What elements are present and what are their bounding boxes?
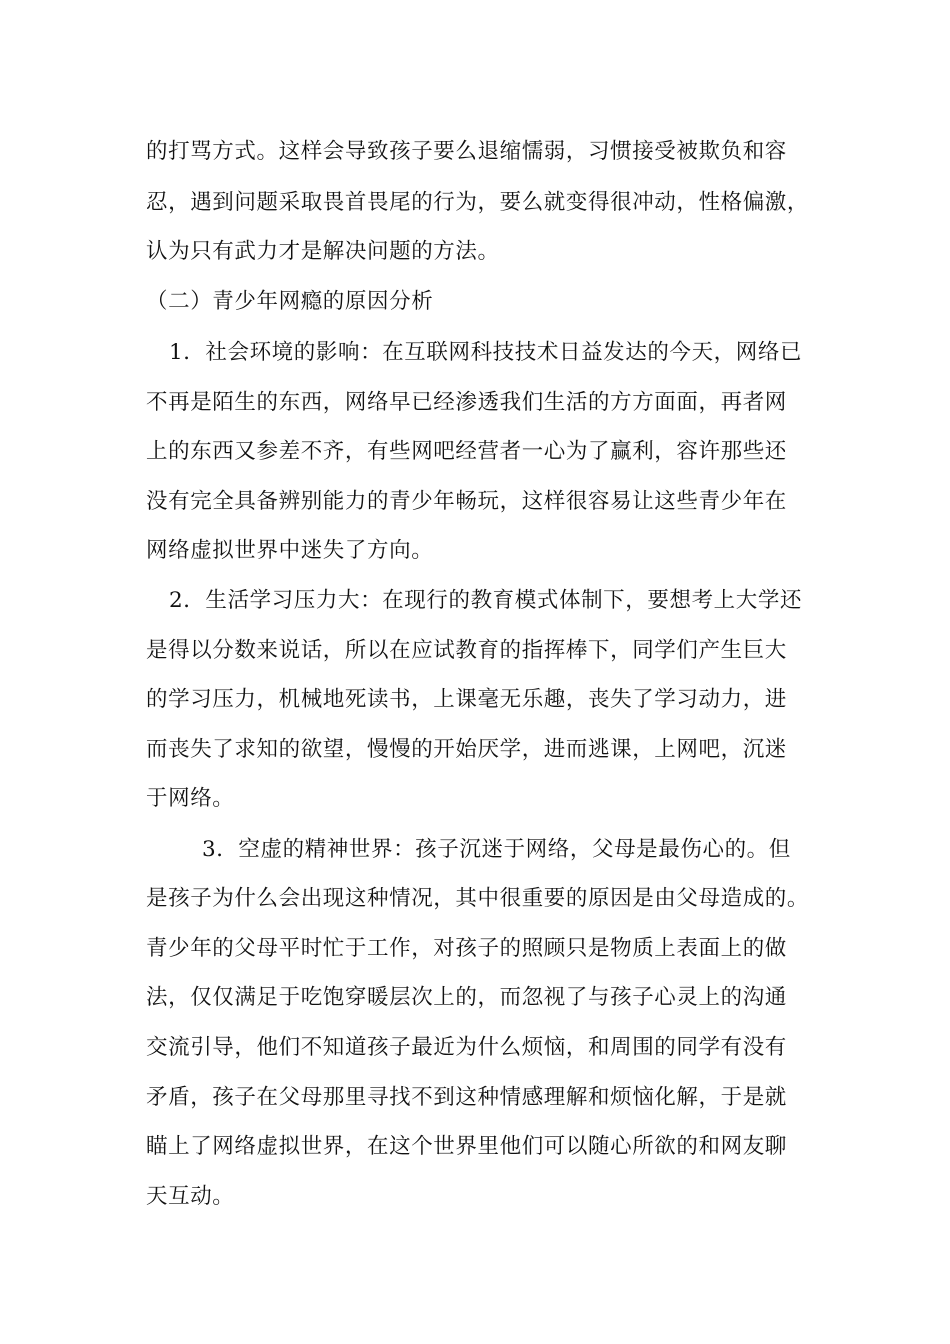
paragraph-line: 忍，遇到问题采取畏首畏尾的行为，要么就变得很冲动，性格偏激， <box>146 190 810 215</box>
paragraph-line: 是孩子为什么会出现这种情况，其中很重要的原因是由父母造成的。 <box>146 886 810 911</box>
paragraph-line: 而丧失了求知的欲望，慢慢的开始厌学，进而逃课，上网吧，沉迷 <box>146 737 787 762</box>
paragraph-line: 天互动。 <box>146 1184 235 1209</box>
paragraph-line: 于网络。 <box>146 786 235 811</box>
paragraph-line: 2．生活学习压力大：在现行的教育模式体制下，要想考上大学还 <box>169 588 803 613</box>
paragraph-line: 交流引导，他们不知道孩子最近为什么烦恼，和周围的同学有没有 <box>146 1035 787 1060</box>
paragraph-line: 的打骂方式。这样会导致孩子要么退缩懦弱，习惯接受被欺负和容 <box>146 139 787 164</box>
paragraph-line: 没有完全具备辨别能力的青少年畅玩，这样很容易让这些青少年在 <box>146 489 787 514</box>
paragraph-line: 不再是陌生的东西，网络早已经渗透我们生活的方方面面，再者网 <box>146 390 787 415</box>
paragraph-line: 认为只有武力才是解决问题的方法。 <box>146 239 500 264</box>
paragraph-line: 是得以分数来说话，所以在应试教育的指挥棒下，同学们产生巨大 <box>146 638 787 663</box>
paragraph-line: 上的东西又参差不齐，有些网吧经营者一心为了赢利，容许那些还 <box>146 439 787 464</box>
paragraph-line: 青少年的父母平时忙于工作，对孩子的照顾只是物质上表面上的做 <box>146 936 787 961</box>
paragraph-line: 1．社会环境的影响：在互联网科技技术日益发达的今天，网络已 <box>169 340 803 365</box>
paragraph-line: 网络虚拟世界中迷失了方向。 <box>146 538 434 563</box>
paragraph-line: 的学习压力，机械地死读书，上课毫无乐趣，丧失了学习动力，进 <box>146 687 787 712</box>
paragraph-line: 矛盾，孩子在父母那里寻找不到这种情感理解和烦恼化解，于是就 <box>146 1085 787 1110</box>
paragraph-line: 3．空虚的精神世界：孩子沉迷于网络，父母是最伤心的。但 <box>202 837 791 862</box>
paragraph-line: 法，仅仅满足于吃饱穿暖层次上的，而忽视了与孩子心灵上的沟通 <box>146 985 787 1010</box>
section-heading: （二）青少年网瘾的原因分析 <box>146 289 434 314</box>
paragraph-line: 瞄上了网络虚拟世界，在这个世界里他们可以随心所欲的和网友聊 <box>146 1134 787 1159</box>
